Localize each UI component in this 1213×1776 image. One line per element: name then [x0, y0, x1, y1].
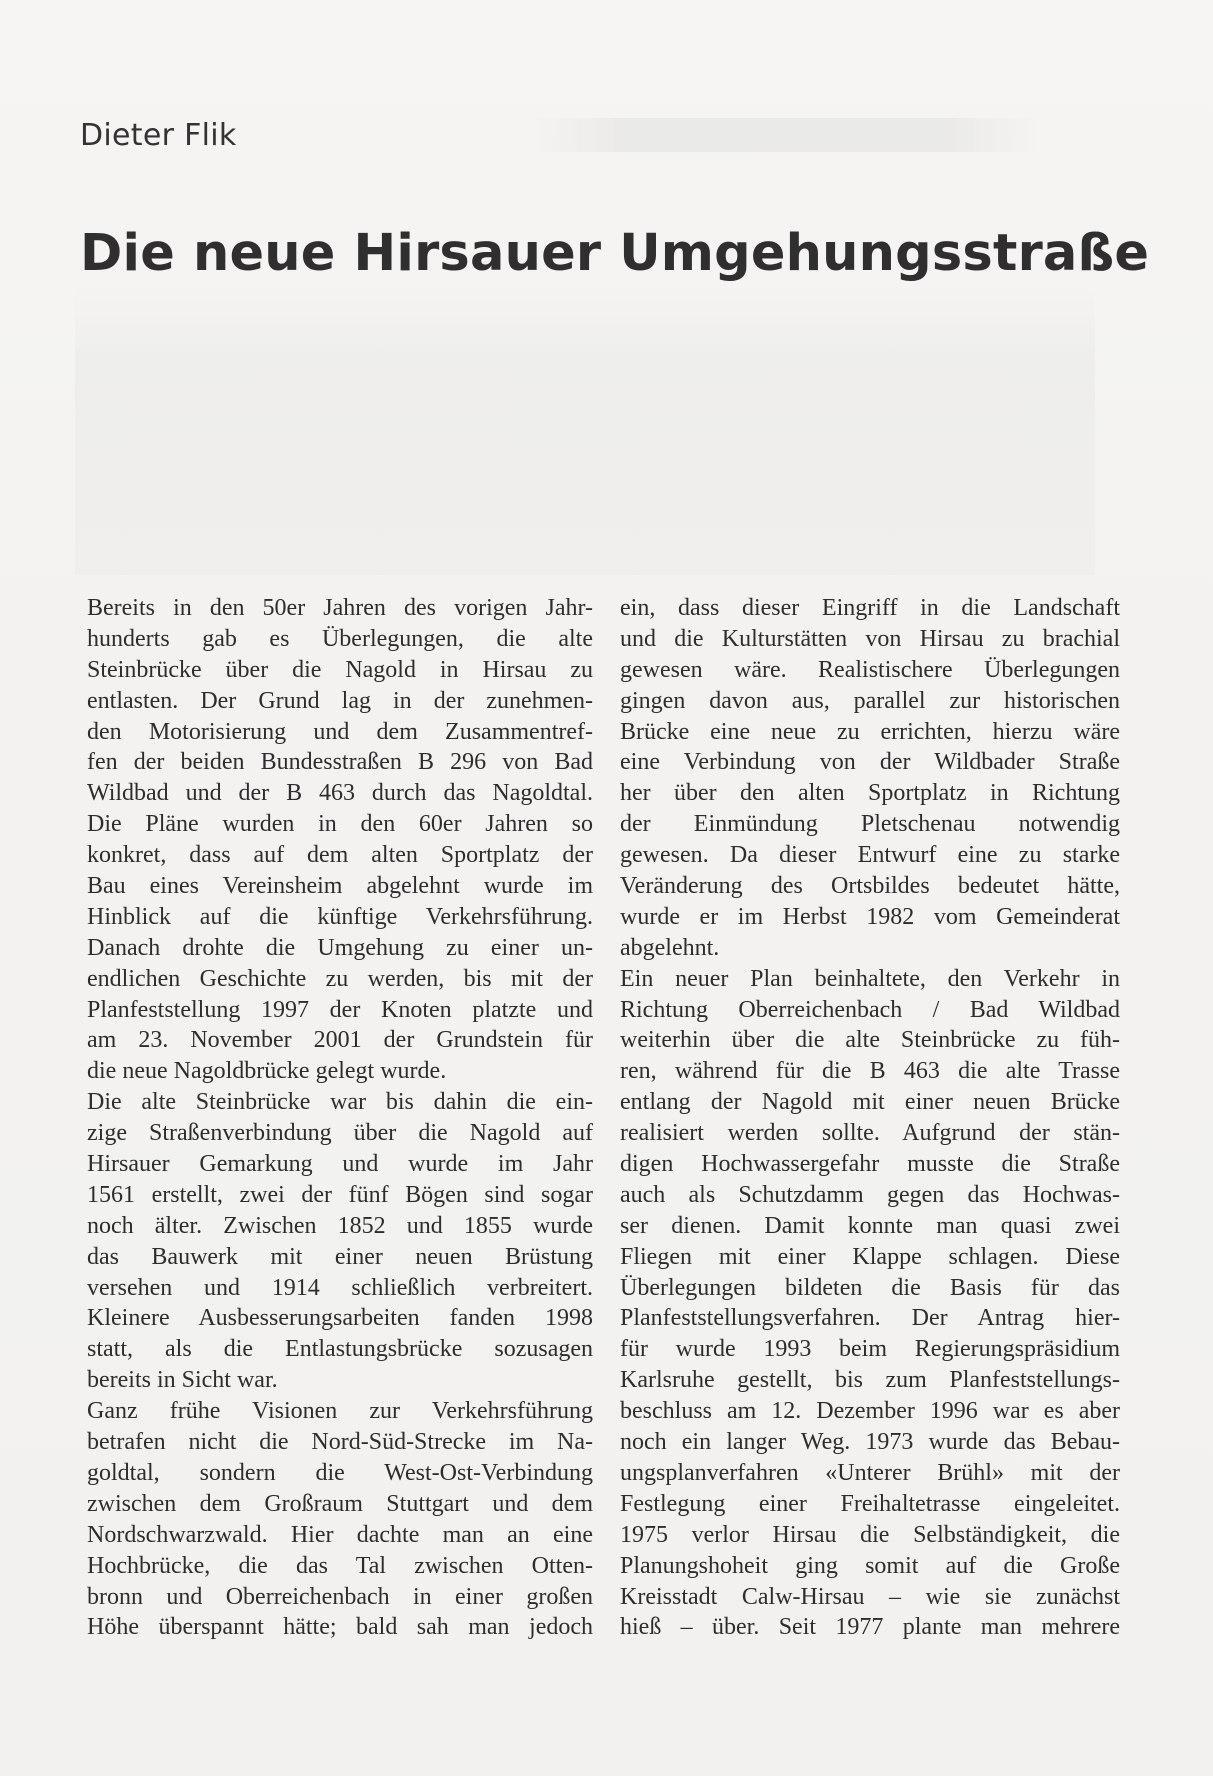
text-line: Steinbrücke über die Nagold in Hirsau zu: [87, 656, 593, 683]
text-line: Festlegung einer Freihaltetrasse eingeleitet.: [620, 1490, 1120, 1517]
text-line: bronn und Oberreichenbach in einer großen: [87, 1583, 593, 1610]
text-line: Fliegen mit einer Klappe schlagen. Diese: [620, 1243, 1120, 1270]
text-line: wurde er im Herbst 1982 vom Gemeinderat: [620, 903, 1120, 930]
text-line: Hirsauer Gemarkung und wurde im Jahr: [87, 1151, 593, 1178]
text-line: Die Pläne wurden in den 60er Jahren so: [87, 811, 593, 838]
text-line: der Einmündung Pletschenau notwendig: [620, 811, 1120, 838]
article-title: Die neue Hirsauer Umgehungsstraße: [80, 224, 1150, 283]
text-line: ein, dass dieser Eingriff in die Landschaft: [620, 595, 1120, 621]
text-line: ser dienen. Damit konnte man quasi zwei: [620, 1212, 1120, 1239]
text-line: ungsplanverfahren «Unterer Brühl» mit der: [620, 1459, 1120, 1486]
text-line: versehen und 1914 schließlich verbreitert.: [87, 1274, 593, 1301]
text-line: ren, während für die B 463 die alte Trasse: [620, 1058, 1120, 1085]
text-line: weiterhin über die alte Steinbrücke zu füh-: [620, 1027, 1120, 1054]
text-line: Planungshoheit ging somit auf die Große: [620, 1552, 1120, 1579]
text-line: gingen davon aus, parallel zur historischen: [620, 687, 1120, 714]
text-line: Nordschwarzwald. Hier dachte man an eine: [87, 1521, 593, 1548]
text-line: Hinblick auf die künftige Verkehrsführung.: [87, 903, 593, 930]
bleed-through-image: [75, 285, 1095, 575]
text-line: und die Kulturstätten von Hirsau zu brachial: [620, 625, 1120, 652]
text-column-right: [620, 593, 1120, 1643]
text-line: am 23. November 2001 der Grundstein für: [87, 1027, 593, 1054]
text-column-left: [87, 593, 593, 1643]
text-line: konkret, dass auf dem alten Sportplatz der: [87, 842, 593, 869]
text-line: Wildbad und der B 463 durch das Nagoldtal.: [87, 780, 593, 807]
text-line: 1975 verlor Hirsau die Selbständigkeit, die: [620, 1521, 1120, 1548]
text-line: entlasten. Der Grund lag in der zunehmen-: [87, 687, 593, 714]
text-line: Höhe überspannt hätte; bald sah man jedoch: [87, 1614, 593, 1641]
text-line: Karlsruhe gestellt, bis zum Planfeststellungs-: [620, 1367, 1120, 1394]
text-line: hieß – über. Seit 1977 plante man mehrere: [620, 1614, 1120, 1641]
text-line: Brücke eine neue zu errichten, hierzu wäre: [620, 718, 1120, 745]
text-line: Hochbrücke, die das Tal zwischen Otten-: [87, 1552, 593, 1579]
text-line: hunderts gab es Überlegungen, die alte: [87, 625, 593, 652]
text-line: bereits in Sicht war.: [87, 1367, 278, 1394]
text-line: betrafen nicht die Nord-Süd-Strecke im Na-: [87, 1429, 593, 1456]
text-line: zige Straßenverbindung über die Nagold auf: [87, 1120, 593, 1147]
text-line: Überlegungen bildeten die Basis für das: [620, 1274, 1120, 1301]
text-line: noch älter. Zwischen 1852 und 1855 wurde: [87, 1212, 593, 1239]
text-line: digen Hochwassergefahr musste die Straße: [620, 1151, 1120, 1178]
text-line: entlang der Nagold mit einer neuen Brücke: [620, 1089, 1120, 1116]
text-line: das Bauwerk mit einer neuen Brüstung: [87, 1243, 593, 1270]
text-line: Kreisstadt Calw-Hirsau – wie sie zunächst: [620, 1583, 1120, 1610]
text-line: gewesen wäre. Realistischere Überlegungen: [620, 656, 1120, 683]
text-line: Ein neuer Plan beinhaltete, den Verkehr in: [620, 965, 1120, 992]
text-line: her über den alten Sportplatz in Richtung: [620, 780, 1120, 807]
text-line: noch ein langer Weg. 1973 wurde das Bebau-: [620, 1429, 1120, 1456]
text-line: Planfeststellungsverfahren. Der Antrag hier-: [620, 1305, 1120, 1332]
text-line: für wurde 1993 beim Regierungspräsidium: [620, 1336, 1120, 1363]
text-line: auch als Schutzdamm gegen das Hochwas-: [620, 1181, 1120, 1208]
text-line: fen der beiden Bundesstraßen B 296 von Bad: [87, 749, 593, 776]
text-line: Bereits in den 50er Jahren des vorigen Jahr-: [87, 595, 593, 621]
text-line: Ganz frühe Visionen zur Verkehrsführung: [87, 1398, 593, 1425]
text-line: endlichen Geschichte zu werden, bis mit der: [87, 965, 593, 992]
text-line: Kleinere Ausbesserungsarbeiten fanden 1998: [87, 1305, 593, 1332]
text-line: statt, als die Entlastungsbrücke sozusagen: [87, 1336, 593, 1363]
text-line: 1561 erstellt, zwei der fünf Bögen sind sogar: [87, 1181, 593, 1208]
text-line: eine Verbindung von der Wildbader Straße: [620, 749, 1120, 776]
author-name: Dieter Flik: [80, 118, 237, 153]
text-line: beschluss am 12. Dezember 1996 war es aber: [620, 1398, 1120, 1425]
text-line: goldtal, sondern die West-Ost-Verbindung: [87, 1459, 593, 1486]
bleed-through-header: [525, 118, 1045, 152]
text-line: Planfeststellung 1997 der Knoten platzte und: [87, 996, 593, 1023]
text-line: Die alte Steinbrücke war bis dahin die ein-: [87, 1089, 593, 1116]
text-line: gewesen. Da dieser Entwurf eine zu starke: [620, 842, 1120, 869]
text-line: die neue Nagoldbrücke gelegt wurde.: [87, 1058, 447, 1085]
text-line: Veränderung des Ortsbildes bedeutet hätte,: [620, 873, 1120, 900]
text-line: zwischen dem Großraum Stuttgart und dem: [87, 1490, 593, 1517]
text-line: realisiert werden sollte. Aufgrund der stän-: [620, 1120, 1120, 1147]
text-line: Danach drohte die Umgehung zu einer un-: [87, 934, 593, 961]
text-line: den Motorisierung und dem Zusammentref-: [87, 718, 593, 745]
text-line: abgelehnt.: [620, 934, 720, 961]
text-line: Richtung Oberreichenbach / Bad Wildbad: [620, 996, 1120, 1023]
text-line: Bau eines Vereinsheim abgelehnt wurde im: [87, 873, 593, 900]
